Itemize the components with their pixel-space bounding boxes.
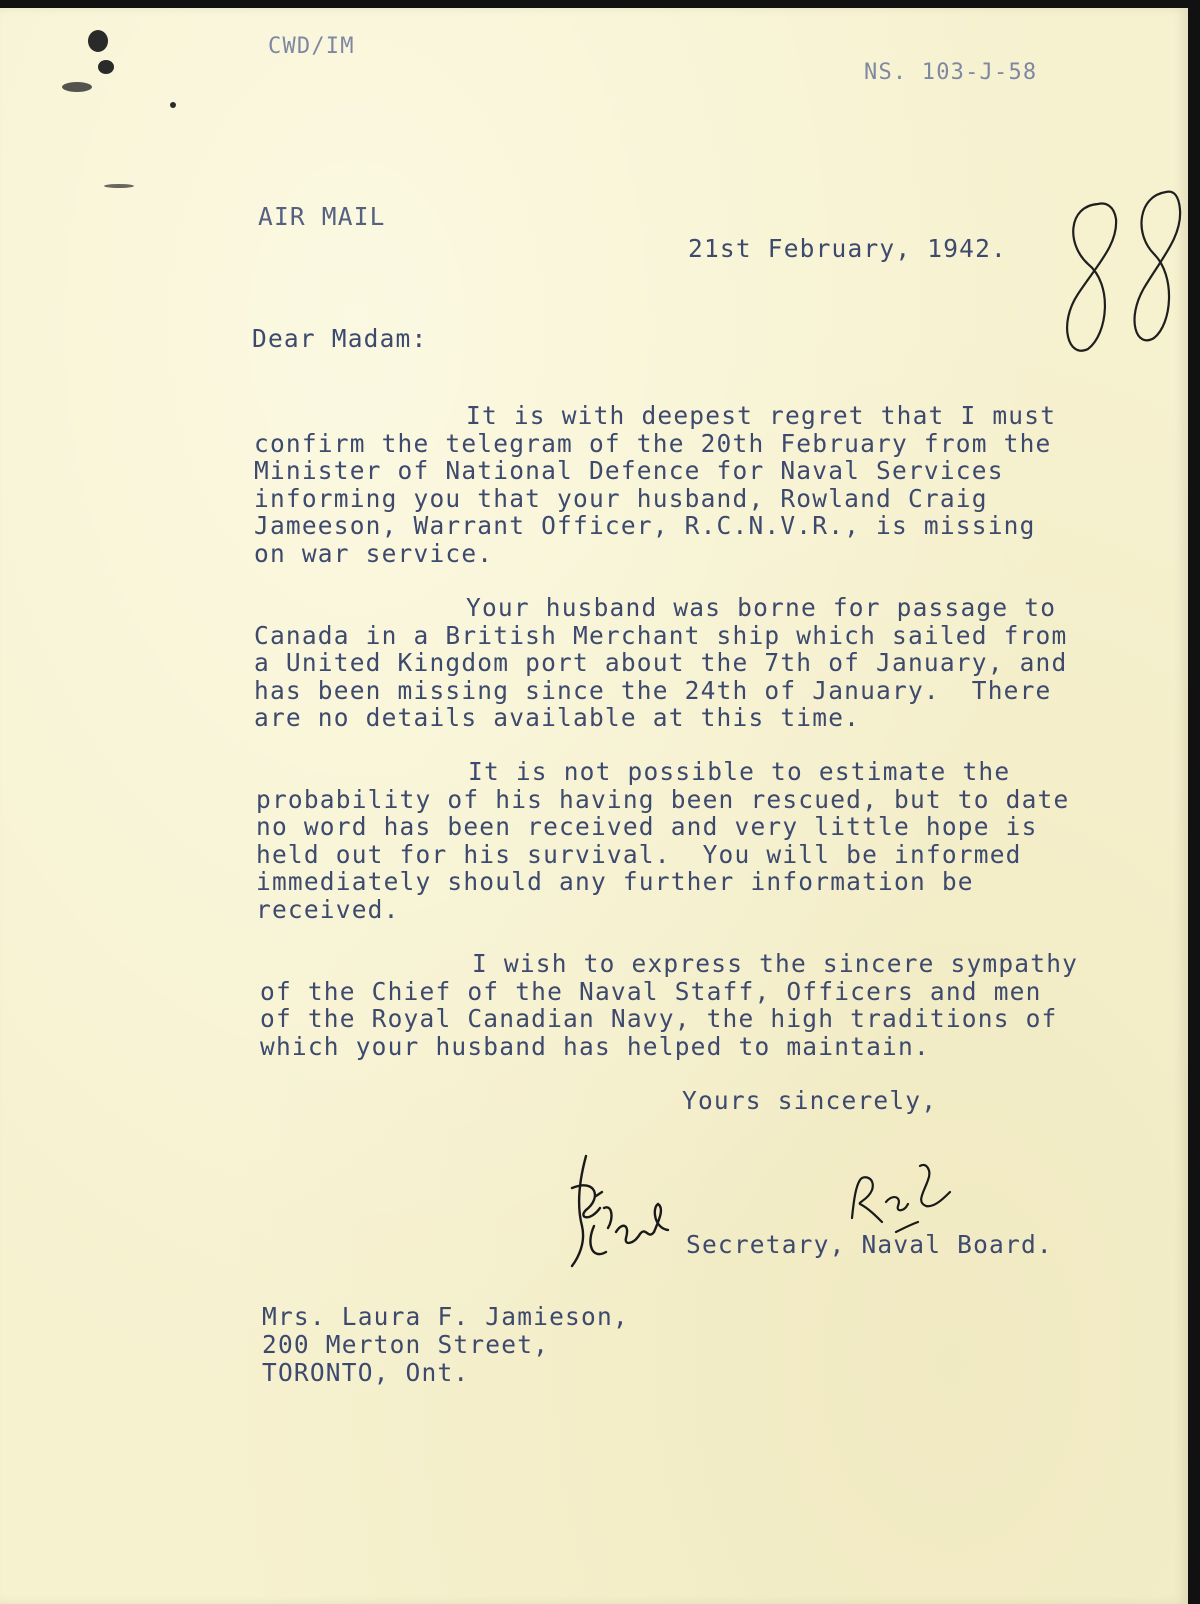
paragraph-line: of the Chief of the Naval Staff, Officers and men (260, 976, 1042, 1006)
paragraph-line: which your husband has helped to maintain. (260, 1031, 930, 1061)
reference-initials: CWD/IM (268, 34, 355, 59)
top-edge (0, 0, 1200, 8)
paragraph-line: Jameeson, Warrant Officer, R.C.N.V.R., is missing (254, 511, 1036, 540)
paragraph-line: It is not possible to estimate the (468, 757, 1011, 786)
paragraph-line: probability of his having been rescued, but to date (256, 784, 1070, 814)
paragraph-line: It is with deepest regret that I must (466, 401, 1057, 430)
paragraph-line: immediately should any further information be (256, 867, 974, 896)
recipient-street: 200 Merton Street, (262, 1330, 550, 1359)
paragraph-line: informing you that your husband, Rowland Craig (254, 483, 988, 513)
recipient-name: Mrs. Laura F. Jamieson, (262, 1302, 629, 1331)
paragraph-line: of the Royal Canadian Navy, the high traditions of (260, 1004, 1058, 1033)
paragraph-line: Minister of National Defence for Naval Services (254, 456, 1004, 485)
paragraph-line: a United Kingdom port about the 7th of January, and (254, 648, 1068, 677)
signer-title: Secretary, Naval Board. (686, 1230, 1053, 1259)
punch-mark (104, 184, 134, 188)
body-paragraph-4 (260, 950, 1078, 1060)
paragraph-line: on war service. (254, 538, 494, 568)
body-paragraph-2 (254, 594, 1067, 732)
paragraph-line: Canada in a British Merchant ship which sailed from (254, 620, 1068, 650)
paragraph-line: are no details available at this time. (254, 703, 861, 732)
letter-date: 21st February, 1942. (688, 234, 1008, 263)
paragraph-line: I wish to express the sincere sympathy (472, 949, 1079, 978)
paragraph-line: confirm the telegram of the 20th February from the (254, 428, 1052, 458)
closing: Yours sincerely, (682, 1086, 938, 1115)
paragraph-line: held out for his survival. You will be informed (256, 839, 1022, 869)
body-paragraph-1 (254, 402, 1056, 567)
paragraph-line: Your husband was borne for passage to (466, 593, 1057, 622)
letter-sheet (0, 8, 1188, 1604)
paragraph-line: received. (256, 894, 400, 924)
body-paragraph-3 (256, 758, 1069, 923)
punch-mark (88, 30, 108, 52)
punch-mark (170, 102, 176, 108)
punch-mark (62, 82, 92, 92)
paragraph-line: has been missing since the 24th of January. There (254, 675, 1052, 705)
signature (556, 1148, 706, 1278)
punch-mark (98, 60, 114, 74)
paragraph-line: no word has been received and very little hope is (256, 812, 1038, 841)
handwritten-number (1058, 184, 1198, 374)
file-number: NS. 103-J-58 (864, 60, 1038, 85)
salutation: Dear Madam: (252, 324, 428, 353)
mail-type: AIR MAIL (258, 202, 386, 231)
recipient-city: TORONTO, Ont. (262, 1358, 470, 1387)
handwritten-number-text: 88 (1128, 299, 1136, 306)
signature-initials (846, 1158, 986, 1238)
